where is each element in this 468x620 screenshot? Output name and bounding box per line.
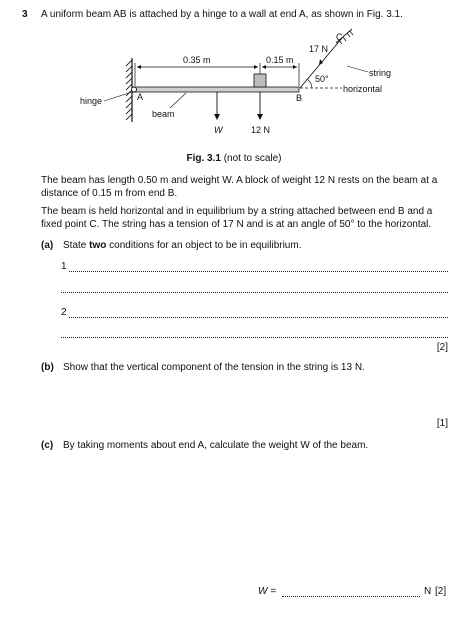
string-leader <box>347 66 368 72</box>
question-number: 3 <box>22 9 28 20</box>
beam-leader <box>170 93 186 108</box>
answer-w-field[interactable] <box>282 596 420 597</box>
part-a-label: (a) <box>41 240 54 251</box>
part-a-line-1-number: 1 <box>61 261 67 272</box>
figure-3-1 <box>0 0 468 160</box>
weight-arrows <box>217 92 260 116</box>
answer-w-label: W = <box>258 586 277 597</box>
point-b-label: B <box>296 93 303 103</box>
part-b-label: (b) <box>41 362 54 373</box>
question-intro: A uniform beam AB is attached by a hinge to a wall at end A, as shown in Fig. 3.1. <box>41 9 403 20</box>
answer-line-2b[interactable] <box>61 337 448 338</box>
hinge-label: hinge <box>80 96 103 106</box>
beam-label: beam <box>152 109 175 119</box>
point-c-label: C <box>336 32 343 42</box>
arrow-12n-head <box>257 114 263 120</box>
dimension-lines <box>135 63 299 86</box>
hinge-pin <box>132 87 137 92</box>
figure-caption-note: (not to scale) <box>220 153 282 164</box>
part-a-text-post: conditions for an object to be in equilibrium. <box>106 240 302 251</box>
string-label: string <box>369 68 392 78</box>
part-c-question: By taking moments about end A, calculate the weight W of the beam. <box>63 440 369 451</box>
dimension-label-0-15: 0.15 m <box>266 55 294 65</box>
block <box>254 74 266 87</box>
angle-arc <box>307 79 312 88</box>
part-a-question <box>63 240 301 252</box>
tension-label: 17 N <box>309 44 329 54</box>
part-a-text-bold: two <box>89 240 107 251</box>
figure-caption <box>0 153 468 165</box>
answer-line-1b[interactable] <box>61 292 448 293</box>
point-a-label: A <box>137 92 144 102</box>
part-b-marks: [1] <box>436 418 448 429</box>
paragraph-string-info: The beam is held horizontal and in equilibrium by a string attached between end B and a fixed point C. The string has a tension of 17 N and is at an angle of 50° to the horizontal. <box>41 206 433 230</box>
angle-label: 50° <box>315 74 329 84</box>
part-a-line-2-number: 2 <box>61 307 67 318</box>
part-b-question: Show that the vertical component of the tension in the string is 13 N. <box>63 362 365 373</box>
weight-w-label: W <box>214 125 223 135</box>
arrow-w-head <box>214 114 220 120</box>
part-a-text-pre: State <box>63 240 90 251</box>
answer-line-2[interactable] <box>69 317 448 318</box>
answer-unit: N <box>424 586 432 597</box>
answer-line-1[interactable] <box>69 271 448 272</box>
horizontal-label: horizontal <box>343 84 383 94</box>
block-weight-label: 12 N <box>251 125 271 135</box>
paragraph-beam-info: The beam has length 0.50 m and weight W. A block of weight 12 N rests on the beam at a distance of 0.15 m from end B. <box>41 175 438 199</box>
part-c-marks: [2] <box>435 586 447 597</box>
part-c-label: (c) <box>41 440 54 451</box>
dimension-label-0-35: 0.35 m <box>183 55 211 65</box>
figure-caption-number: Fig. 3.1 <box>186 153 221 164</box>
beam <box>133 87 299 92</box>
part-a-marks: [2] <box>436 342 448 353</box>
